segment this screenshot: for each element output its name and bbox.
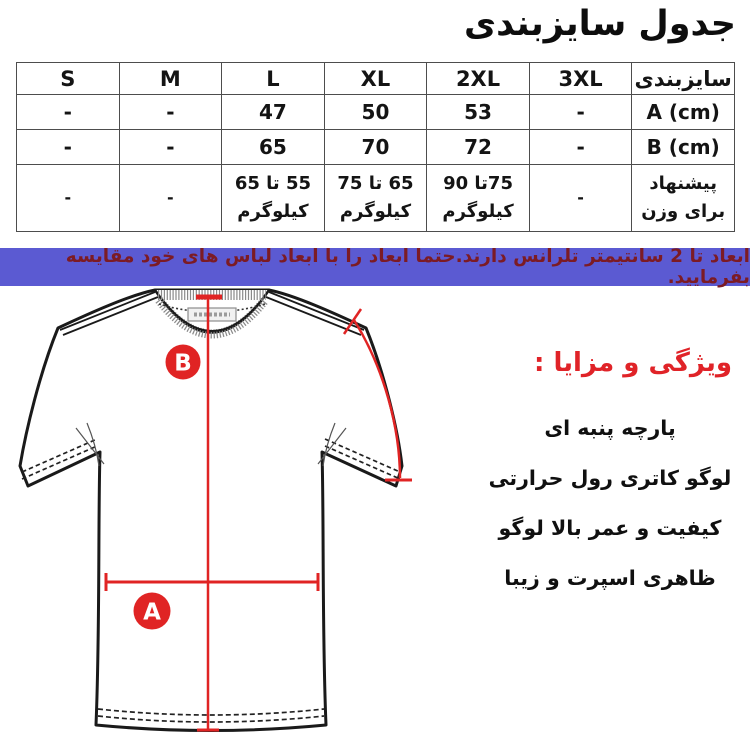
cell-a-s: - — [17, 95, 120, 130]
tshirt-measurement-diagram — [12, 280, 462, 745]
tshirt-drawing — [12, 280, 462, 745]
cell-weight-2xl: 75تا 90 کیلوگرم — [427, 165, 530, 232]
col-header-2xl: 2XL — [427, 63, 530, 95]
feature-item-logo-type: لوگو کاتری رول حرارتی — [488, 466, 732, 490]
cell-b-3xl: - — [529, 130, 632, 165]
marker-a-letter: A — [143, 599, 161, 626]
row-label-a: A (cm) — [632, 95, 735, 130]
marker-b-letter: B — [174, 350, 192, 377]
tolerance-notice-text: ابعاد تا 2 سانتیمتر تلرانس دارند.حتما ابعاد را با ابعاد لباس های خود مقایسه بفرمایید. — [65, 246, 750, 288]
row-label-weight: پیشنهاد برای وزن — [632, 165, 735, 232]
cell-a-xl: 50 — [324, 95, 427, 130]
col-header-sizing-label: سایزبندی — [632, 63, 735, 95]
cell-weight-3xl: - — [529, 165, 632, 232]
cell-b-l: 65 — [222, 130, 325, 165]
cell-weight-m: - — [119, 165, 222, 232]
features-heading: ویژگی و مزایا : — [534, 348, 732, 378]
feature-item-appearance: ظاهری اسپرت و زیبا — [504, 566, 716, 590]
col-header-m: M — [119, 63, 222, 95]
cell-weight-l: 55 تا 65 کیلوگرم — [222, 165, 325, 232]
cell-b-xl: 70 — [324, 130, 427, 165]
cell-a-m: - — [119, 95, 222, 130]
cell-b-s: - — [17, 130, 120, 165]
page-title: جدول سایزبندی — [464, 4, 736, 44]
cell-weight-s: - — [17, 165, 120, 232]
table-row-weight — [17, 165, 735, 232]
size-table — [16, 62, 735, 232]
feature-item-fabric: پارچه پنبه ای — [544, 416, 676, 440]
table-row-b — [17, 130, 735, 165]
cell-a-3xl: - — [529, 95, 632, 130]
cell-b-m: - — [119, 130, 222, 165]
row-label-b: B (cm) — [632, 130, 735, 165]
features-section — [476, 348, 744, 616]
table-row-a — [17, 95, 735, 130]
feature-item-logo-quality: کیفیت و عمر بالا لوگو — [498, 516, 722, 540]
cell-b-2xl: 72 — [427, 130, 530, 165]
cell-weight-xl: 65 تا 75 کیلوگرم — [324, 165, 427, 232]
col-header-xl: XL — [324, 63, 427, 95]
tshirt-outline — [20, 290, 402, 731]
size-table-header-row — [17, 63, 735, 95]
col-header-s: S — [17, 63, 120, 95]
cell-a-2xl: 53 — [427, 95, 530, 130]
col-header-l: L — [222, 63, 325, 95]
cell-a-l: 47 — [222, 95, 325, 130]
col-header-3xl: 3XL — [529, 63, 632, 95]
